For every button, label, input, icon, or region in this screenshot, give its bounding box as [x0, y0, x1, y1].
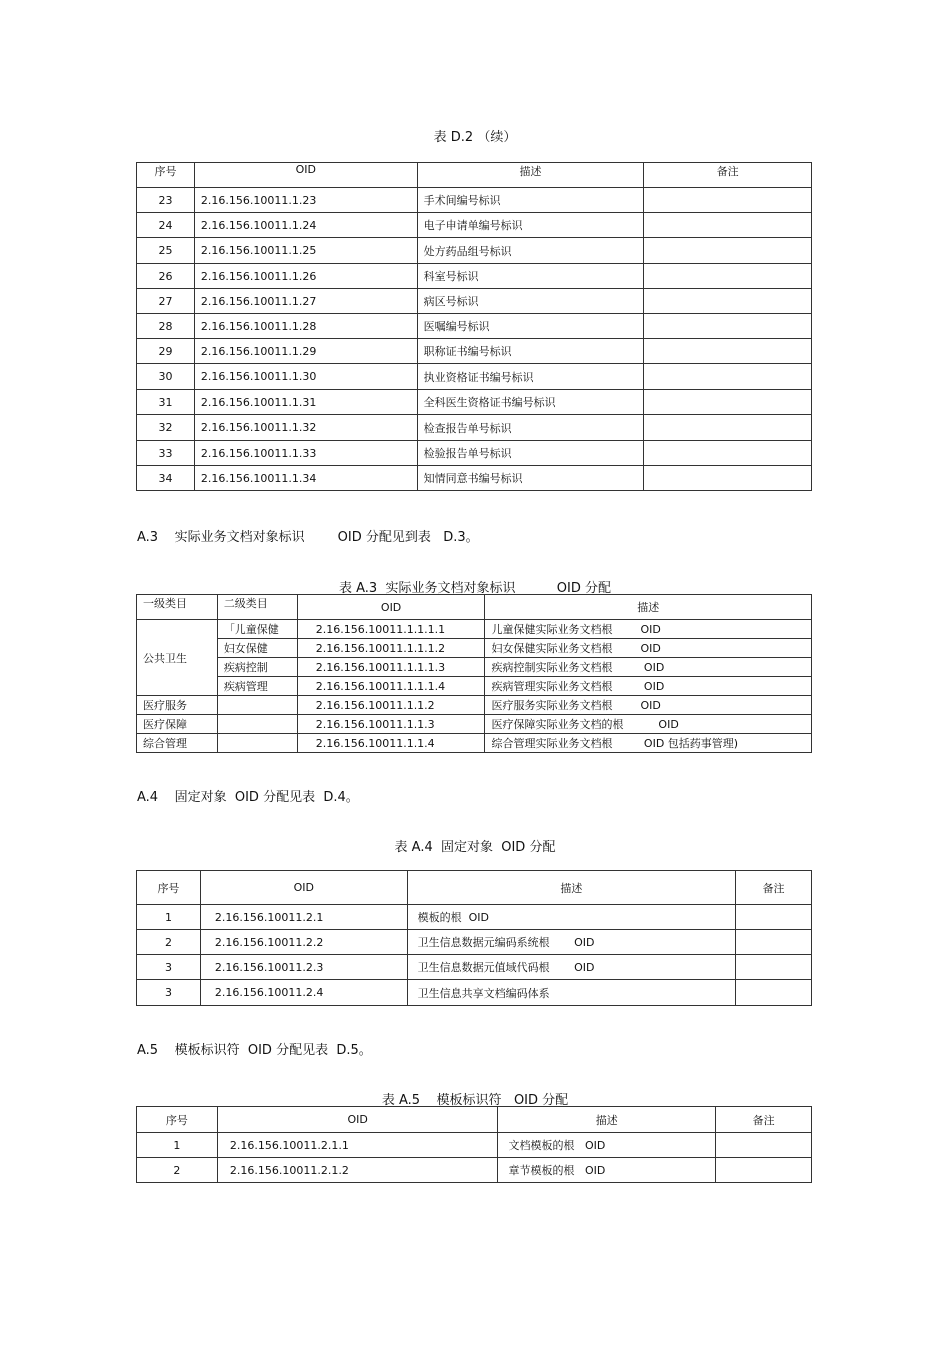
cell-seq: 34	[137, 466, 195, 491]
cell-level1: 综合管理	[137, 734, 218, 753]
cell-remark	[644, 390, 812, 415]
cell-description: 模板的根 OID	[407, 905, 736, 930]
header-remark: 备注	[736, 871, 812, 905]
table-row	[137, 441, 812, 466]
cell-remark	[736, 905, 812, 930]
header-row	[137, 871, 812, 905]
header-description: 描述	[498, 1107, 716, 1133]
header-oid: OID	[217, 1107, 498, 1133]
header-seq: 序号	[137, 1107, 218, 1133]
cell-seq: 28	[137, 314, 195, 339]
cell-seq: 32	[137, 415, 195, 441]
header-description: 描述	[485, 595, 812, 620]
header-row	[137, 595, 812, 620]
header-row	[137, 1107, 812, 1133]
cell-seq: 2	[137, 1158, 218, 1183]
cell-level2: 妇女保健	[217, 639, 297, 658]
cell-description: 检查报告单号标识	[417, 415, 644, 441]
cell-oid: 2.16.156.10011.1.30	[194, 364, 417, 390]
table-row	[137, 238, 812, 264]
cell-seq: 26	[137, 264, 195, 289]
header-oid: OID	[297, 595, 485, 620]
cell-description: 妇女保健实际业务文档根 OID	[485, 639, 812, 658]
header-level1: 一级类目	[137, 595, 218, 620]
cell-remark	[644, 213, 812, 238]
cell-oid: 2.16.156.10011.1.1.3	[297, 715, 485, 734]
cell-seq: 29	[137, 339, 195, 364]
header-oid: OID	[194, 163, 417, 188]
table-row	[137, 264, 812, 289]
cell-oid: 2.16.156.10011.1.1.1.3	[297, 658, 485, 677]
table-row	[137, 364, 812, 390]
header-oid: OID	[200, 871, 407, 905]
table-row	[137, 696, 812, 715]
table-row	[137, 677, 812, 696]
table-a4-caption: 表 A.4 固定对象 OID 分配	[394, 840, 556, 855]
cell-level2	[217, 715, 297, 734]
table-row	[137, 314, 812, 339]
table-a3-caption: 表 A.3 实际业务文档对象标识 OID 分配	[339, 581, 611, 596]
cell-remark	[644, 441, 812, 466]
cell-oid: 2.16.156.10011.1.24	[194, 213, 417, 238]
table-row	[137, 1158, 812, 1183]
cell-description: 科室号标识	[417, 264, 644, 289]
cell-description: 病区号标识	[417, 289, 644, 314]
table-row	[137, 930, 812, 955]
section-a5-text: A.5 模板标识符 OID 分配见表 D.5。	[137, 1043, 372, 1058]
cell-level2	[217, 734, 297, 753]
cell-remark	[736, 930, 812, 955]
table-row	[137, 188, 812, 213]
header-seq: 序号	[137, 163, 195, 188]
cell-seq: 31	[137, 390, 195, 415]
cell-description: 卫生信息共享文档编码体系	[407, 980, 736, 1006]
cell-seq: 27	[137, 289, 195, 314]
cell-oid: 2.16.156.10011.1.33	[194, 441, 417, 466]
cell-remark	[716, 1133, 812, 1158]
cell-oid: 2.16.156.10011.1.1.1.1	[297, 620, 485, 639]
cell-description: 疾病管理实际业务文档根 OID	[485, 677, 812, 696]
cell-remark	[644, 339, 812, 364]
cell-seq: 3	[137, 955, 201, 980]
table-row	[137, 289, 812, 314]
cell-seq: 1	[137, 1133, 218, 1158]
cell-oid: 2.16.156.10011.1.26	[194, 264, 417, 289]
table-row	[137, 658, 812, 677]
cell-description: 全科医生资格证书编号标识	[417, 390, 644, 415]
cell-description: 卫生信息数据元编码系统根 OID	[407, 930, 736, 955]
cell-oid: 2.16.156.10011.1.1.1.4	[297, 677, 485, 696]
cell-description: 章节模板的根 OID	[498, 1158, 716, 1183]
cell-level1: 公共卫生	[137, 620, 218, 696]
cell-description: 疾病控制实际业务文档根 OID	[485, 658, 812, 677]
header-remark: 备注	[644, 163, 812, 188]
cell-oid: 2.16.156.10011.2.1.1	[217, 1133, 498, 1158]
cell-seq: 2	[137, 930, 201, 955]
cell-oid: 2.16.156.10011.1.23	[194, 188, 417, 213]
table-d2-caption: 表 D.2 （续）	[433, 130, 517, 145]
cell-oid: 2.16.156.10011.1.29	[194, 339, 417, 364]
header-row	[137, 163, 812, 188]
table-row	[137, 955, 812, 980]
cell-description: 医嘱编号标识	[417, 314, 644, 339]
table-row	[137, 980, 812, 1006]
cell-level2: 疾病控制	[217, 658, 297, 677]
cell-remark	[644, 238, 812, 264]
header-description: 描述	[417, 163, 644, 188]
cell-remark	[644, 314, 812, 339]
cell-remark	[716, 1158, 812, 1183]
cell-seq: 24	[137, 213, 195, 238]
cell-description: 综合管理实际业务文档根 OID 包括药事管理)	[485, 734, 812, 753]
cell-oid: 2.16.156.10011.1.27	[194, 289, 417, 314]
table-a5-caption: 表 A.5 模板标识符 OID 分配	[381, 1093, 569, 1108]
cell-remark	[644, 364, 812, 390]
cell-oid: 2.16.156.10011.1.34	[194, 466, 417, 491]
cell-description: 处方药品组号标识	[417, 238, 644, 264]
cell-remark	[736, 955, 812, 980]
section-a4-text: A.4 固定对象 OID 分配见表 D.4。	[137, 790, 359, 805]
cell-oid: 2.16.156.10011.1.1.4	[297, 734, 485, 753]
cell-level1: 医疗保障	[137, 715, 218, 734]
table-a4	[136, 870, 812, 1006]
table-row	[137, 466, 812, 491]
table-row	[137, 213, 812, 238]
cell-remark	[644, 289, 812, 314]
cell-description: 电子申请单编号标识	[417, 213, 644, 238]
cell-description: 执业资格证书编号标识	[417, 364, 644, 390]
table-row	[137, 339, 812, 364]
cell-remark	[644, 415, 812, 441]
table-a5	[136, 1106, 812, 1183]
cell-seq: 23	[137, 188, 195, 213]
cell-remark	[644, 466, 812, 491]
cell-oid: 2.16.156.10011.1.1.2	[297, 696, 485, 715]
cell-seq: 3	[137, 980, 201, 1006]
cell-description: 知情同意书编号标识	[417, 466, 644, 491]
cell-seq: 33	[137, 441, 195, 466]
cell-remark	[736, 980, 812, 1006]
cell-oid: 2.16.156.10011.2.1.2	[217, 1158, 498, 1183]
cell-description: 检验报告单号标识	[417, 441, 644, 466]
cell-description: 儿童保健实际业务文档根 OID	[485, 620, 812, 639]
cell-description: 职称证书编号标识	[417, 339, 644, 364]
table-row	[137, 734, 812, 753]
table-row	[137, 620, 812, 639]
table-row	[137, 715, 812, 734]
cell-remark	[644, 188, 812, 213]
table-d2	[136, 162, 812, 491]
cell-seq: 30	[137, 364, 195, 390]
cell-seq: 1	[137, 905, 201, 930]
cell-oid: 2.16.156.10011.2.4	[200, 980, 407, 1006]
cell-level1: 医疗服务	[137, 696, 218, 715]
header-description: 描述	[407, 871, 736, 905]
cell-description: 卫生信息数据元值域代码根 OID	[407, 955, 736, 980]
table-row	[137, 1133, 812, 1158]
cell-oid: 2.16.156.10011.2.2	[200, 930, 407, 955]
table-a3	[136, 594, 812, 753]
cell-level2	[217, 696, 297, 715]
cell-level2: 疾病管理	[217, 677, 297, 696]
cell-oid: 2.16.156.10011.1.31	[194, 390, 417, 415]
cell-description: 医疗保障实际业务文档的根 OID	[485, 715, 812, 734]
header-level2: 二级类目	[217, 595, 297, 620]
cell-seq: 25	[137, 238, 195, 264]
cell-description: 医疗服务实际业务文档根 OID	[485, 696, 812, 715]
table-row	[137, 639, 812, 658]
cell-oid: 2.16.156.10011.1.25	[194, 238, 417, 264]
table-row	[137, 905, 812, 930]
section-a3-text: A.3 实际业务文档对象标识 OID 分配见到表 D.3。	[137, 530, 479, 545]
cell-description: 文档模板的根 OID	[498, 1133, 716, 1158]
header-remark: 备注	[716, 1107, 812, 1133]
table-row	[137, 390, 812, 415]
cell-remark	[644, 264, 812, 289]
cell-oid: 2.16.156.10011.1.32	[194, 415, 417, 441]
cell-level2: 「儿童保健	[217, 620, 297, 639]
cell-oid: 2.16.156.10011.1.1.1.2	[297, 639, 485, 658]
cell-oid: 2.16.156.10011.1.28	[194, 314, 417, 339]
cell-oid: 2.16.156.10011.2.1	[200, 905, 407, 930]
header-seq: 序号	[137, 871, 201, 905]
table-row	[137, 415, 812, 441]
cell-oid: 2.16.156.10011.2.3	[200, 955, 407, 980]
cell-description: 手术间编号标识	[417, 188, 644, 213]
